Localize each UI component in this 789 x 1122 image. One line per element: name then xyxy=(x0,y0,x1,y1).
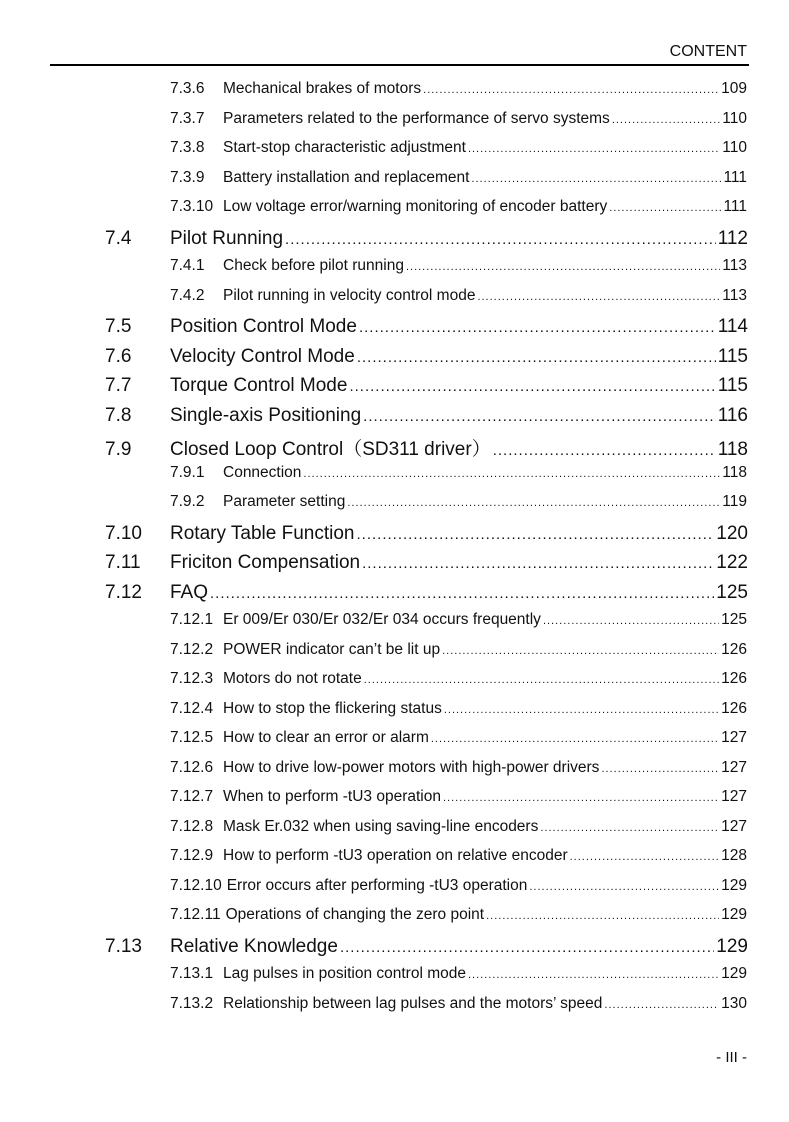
dot-leader xyxy=(471,173,721,185)
toc-entry[interactable] xyxy=(170,995,747,1025)
toc-entry-page: 116 xyxy=(717,404,748,426)
toc-entry-number: 7.12.3 xyxy=(170,670,214,687)
toc-entry[interactable] xyxy=(170,965,747,995)
toc-entry-title: Er 009/Er 030/Er 032/Er 034 occurs frequently xyxy=(223,611,541,628)
toc-entry-page: 110 xyxy=(722,109,747,127)
toc-entry-number: 7.12.1 xyxy=(170,611,214,628)
toc-entry[interactable] xyxy=(105,936,748,966)
dot-leader xyxy=(359,319,716,336)
dot-leader xyxy=(444,704,719,716)
toc-entry-title: Pilot running in velocity control mode xyxy=(223,286,476,304)
dot-leader xyxy=(356,526,714,543)
toc-entry-page: 127 xyxy=(721,758,747,776)
dot-leader xyxy=(347,497,720,509)
toc-entry-number: 7.9.2 xyxy=(170,493,205,510)
toc-entry[interactable] xyxy=(105,552,748,582)
toc-entry-number: 7.5 xyxy=(105,316,132,337)
toc-entry-title: How to drive low-power motors with high-power drivers xyxy=(223,758,600,776)
toc-entry-title: When to perform -tU3 operation xyxy=(223,788,441,805)
dot-leader xyxy=(423,84,719,96)
toc-entry-page: 129 xyxy=(716,935,748,957)
header-rule xyxy=(50,64,749,66)
toc-entry-title: Check before pilot running xyxy=(223,257,404,274)
toc-entry-number: 7.13.1 xyxy=(170,965,214,982)
toc-entry-number: 7.12.11 xyxy=(170,906,221,923)
dot-leader xyxy=(357,349,716,366)
dot-leader xyxy=(612,114,720,126)
toc-entry[interactable] xyxy=(170,906,747,936)
toc-entry-page: 112 xyxy=(717,227,748,249)
toc-entry-page: 125 xyxy=(721,611,747,628)
toc-entry[interactable] xyxy=(170,700,747,730)
toc-entry-page: 113 xyxy=(722,257,747,274)
toc-entry-page: 125 xyxy=(716,581,748,603)
toc-entry-number: 7.12.10 xyxy=(170,876,222,894)
toc-entry[interactable] xyxy=(170,847,747,877)
toc-entry-page: 126 xyxy=(721,699,747,717)
toc-entry-title: Closed Loop Control（SD311 driver） xyxy=(170,439,491,460)
toc-entry[interactable] xyxy=(170,110,747,140)
toc-entry[interactable] xyxy=(170,877,747,907)
dot-leader xyxy=(210,585,714,602)
toc-entry-page: 115 xyxy=(717,375,748,396)
toc-entry-title: Relative Knowledge xyxy=(170,935,338,957)
dot-leader xyxy=(486,910,719,922)
toc-entry-page: 110 xyxy=(722,139,747,156)
toc-entry[interactable] xyxy=(170,641,747,671)
toc-entry-number: 7.3.7 xyxy=(170,109,205,127)
toc-entry-number: 7.3.9 xyxy=(170,168,205,186)
toc-entry[interactable] xyxy=(170,169,747,199)
toc-entry-page: 130 xyxy=(721,994,747,1012)
toc-entry-title: How to stop the flickering status xyxy=(223,699,442,717)
toc-entry[interactable] xyxy=(105,523,748,553)
toc-entry-page: 122 xyxy=(716,552,748,573)
toc-entry-title: POWER indicator can’t be lit up xyxy=(223,640,441,658)
toc-entry-number: 7.12.5 xyxy=(170,729,214,746)
toc-entry[interactable] xyxy=(105,316,748,346)
toc-entry-number: 7.13.2 xyxy=(170,994,214,1012)
toc-entry-number: 7.12.6 xyxy=(170,758,214,776)
toc-entry[interactable] xyxy=(170,287,747,317)
toc-entry-number: 7.12 xyxy=(105,581,142,603)
dot-leader xyxy=(285,231,716,248)
toc-entry[interactable] xyxy=(170,729,747,759)
toc-entry-number: 7.4.2 xyxy=(170,286,205,304)
toc-entry-title: How to perform -tU3 operation on relative encoder xyxy=(223,847,568,864)
toc-entry-title: Position Control Mode xyxy=(170,316,357,337)
toc-entry-title: Parameter setting xyxy=(223,493,346,510)
dot-leader xyxy=(442,645,719,657)
toc-entry-title: FAQ xyxy=(170,581,209,603)
toc-entry-page: 111 xyxy=(723,168,747,186)
toc-entry[interactable] xyxy=(170,80,747,110)
toc-entry-page: 128 xyxy=(721,847,747,864)
dot-leader xyxy=(543,615,719,627)
toc-entry-number: 7.10 xyxy=(105,522,142,544)
dot-leader xyxy=(604,999,719,1011)
toc-entry[interactable] xyxy=(170,818,747,848)
toc-entry-number: 7.3.10 xyxy=(170,198,214,215)
dot-leader xyxy=(303,468,720,480)
header-title: CONTENT xyxy=(669,43,747,60)
toc-entry[interactable] xyxy=(105,582,748,612)
toc-entry-number: 7.4.1 xyxy=(170,257,205,274)
toc-entry-title: Pilot Running xyxy=(170,227,284,249)
dot-leader xyxy=(493,442,716,459)
toc-entry-title: Torque Control Mode xyxy=(170,375,348,396)
toc-entry-page: 118 xyxy=(717,439,748,460)
toc-entry-page: 129 xyxy=(721,906,747,923)
dot-leader xyxy=(362,555,714,572)
toc-entry-page: 127 xyxy=(721,729,747,746)
toc-entry-number: 7.4 xyxy=(105,227,132,249)
dot-leader xyxy=(406,261,720,273)
dot-leader xyxy=(349,378,715,395)
toc-entry-page: 118 xyxy=(722,463,747,481)
toc-entry-number: 7.12.8 xyxy=(170,817,214,835)
toc-entry-page: 111 xyxy=(723,198,747,215)
toc-entry-page: 126 xyxy=(721,670,747,687)
toc-entry-page: 114 xyxy=(717,316,748,337)
toc-entry-number: 7.12.9 xyxy=(170,847,214,864)
toc-entry-number: 7.3.8 xyxy=(170,139,205,156)
toc-entry[interactable] xyxy=(170,788,747,818)
toc-entry-page: 129 xyxy=(721,965,747,982)
toc-entry-title: Relationship between lag pulses and the motors’ speed xyxy=(223,994,603,1012)
toc-entry[interactable] xyxy=(105,346,748,376)
toc-entry-title: Motors do not rotate xyxy=(223,670,362,687)
toc-entry-number: 7.9 xyxy=(105,439,132,460)
dot-leader xyxy=(340,939,714,956)
toc-entry-page: 120 xyxy=(716,522,748,544)
toc-entry-number: 7.6 xyxy=(105,345,132,367)
toc-entry-number: 7.9.1 xyxy=(170,463,205,481)
dot-leader xyxy=(540,822,719,834)
toc-entry-page: 119 xyxy=(722,493,747,510)
dot-leader xyxy=(529,881,719,893)
toc-entry[interactable] xyxy=(105,228,748,258)
toc-entry-number: 7.7 xyxy=(105,375,132,396)
toc-entry[interactable] xyxy=(105,375,748,405)
toc-entry-title: Mechanical brakes of motors xyxy=(223,80,422,97)
toc-entry-page: 115 xyxy=(717,345,748,367)
toc-entry-title: Connection xyxy=(223,463,302,481)
toc-entry-number: 7.12.2 xyxy=(170,640,214,658)
toc-entry-page: 113 xyxy=(722,286,747,304)
dot-leader xyxy=(443,792,719,804)
toc-entry[interactable] xyxy=(170,759,747,789)
toc-entry[interactable] xyxy=(105,434,748,464)
toc-entry-title: Low voltage error/warning monitoring of encoder battery xyxy=(223,198,608,215)
footer-page-number: - III - xyxy=(716,1049,747,1066)
toc-entry-number: 7.11 xyxy=(105,552,141,573)
dot-leader xyxy=(601,763,719,775)
dot-leader xyxy=(364,674,719,686)
dot-leader xyxy=(363,408,716,425)
dot-leader xyxy=(431,733,719,745)
toc-entry-title: Operations of changing the zero point xyxy=(225,906,485,923)
toc-entry-number: 7.3.6 xyxy=(170,80,205,97)
toc-entry-title: Velocity Control Mode xyxy=(170,345,355,367)
dot-leader xyxy=(477,291,720,303)
toc-entry-title: Mask Er.032 when using saving-line encoders xyxy=(223,817,539,835)
toc-entry[interactable] xyxy=(170,493,747,523)
toc-entry-number: 7.8 xyxy=(105,404,132,426)
dot-leader xyxy=(570,851,720,863)
toc-entry-page: 126 xyxy=(721,640,747,658)
toc-entry-title: Friciton Compensation xyxy=(170,552,361,573)
toc-entry-title: Lag pulses in position control mode xyxy=(223,965,466,982)
toc-entry[interactable] xyxy=(170,611,747,641)
toc-entry-number: 7.13 xyxy=(105,935,142,957)
toc-entry[interactable] xyxy=(170,198,747,228)
toc-entry-title: How to clear an error or alarm xyxy=(223,729,429,746)
toc-entry-page: 109 xyxy=(721,80,747,97)
toc-entry-number: 7.12.4 xyxy=(170,699,214,717)
toc-entry-title: Single-axis Positioning xyxy=(170,404,362,426)
toc-entry-title: Start-stop characteristic adjustment xyxy=(223,139,466,156)
toc-entry-title: Parameters related to the performance of servo systems xyxy=(223,109,610,127)
dot-leader xyxy=(468,969,719,981)
toc-entry-page: 127 xyxy=(721,788,747,805)
toc-entry-number: 7.12.7 xyxy=(170,788,214,805)
toc-entry-page: 129 xyxy=(721,876,747,894)
toc-entry[interactable] xyxy=(170,139,747,169)
toc-entry[interactable] xyxy=(170,257,747,287)
dot-leader xyxy=(609,202,721,214)
toc-entry[interactable] xyxy=(170,464,747,494)
toc-entry-title: Rotary Table Function xyxy=(170,522,355,544)
toc-entry-title: Error occurs after performing -tU3 operation xyxy=(226,876,528,894)
toc-entry-page: 127 xyxy=(721,817,747,835)
dot-leader xyxy=(468,143,720,155)
toc-entry-title: Battery installation and replacement xyxy=(223,168,470,186)
toc-entry[interactable] xyxy=(105,405,748,435)
toc-entry[interactable] xyxy=(170,670,747,700)
